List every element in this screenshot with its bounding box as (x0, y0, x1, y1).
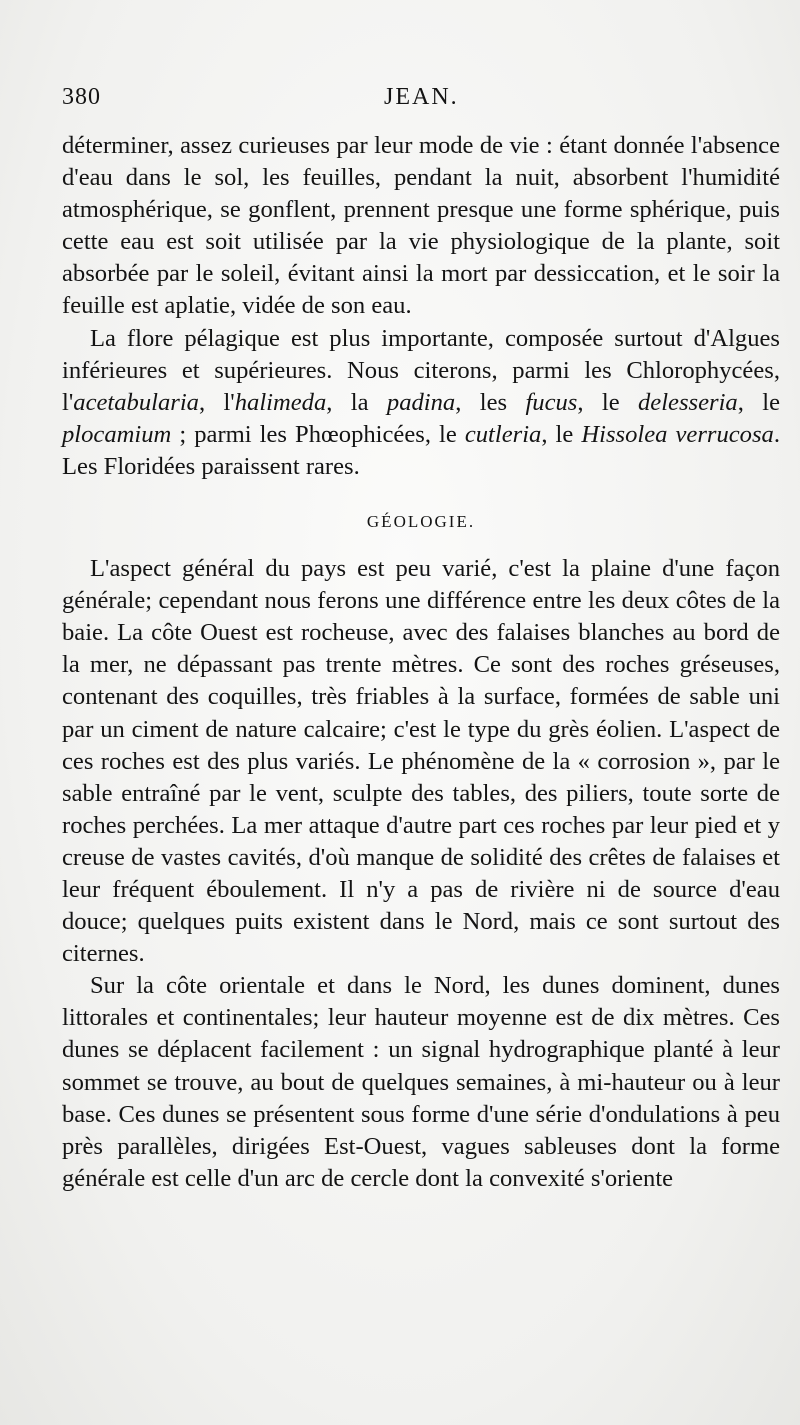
paragraph-geology-west-coast: L'aspect général du pays est peu varié, c'est la plaine d'une façon générale; cependant nous ferons une différence entre les deux côtes de la baie. La côte Ouest est rocheuse, avec des falaises blanches au bord de la mer, ne dépassant pas trente mètres. Ce sont des roches gréseuses, contenant des coquilles, très friables à la surface, formées de sable uni par un ciment de nature calcaire; c'est le type du grès éolien. L'aspect de ces roches est des plus variés. Le phénomène de la « corrosion », par le sable entraîné par le vent, sculpte des tables, des piliers, toute sorte de roches perchées. La mer attaque d'autre part ces roches par leur pied et y creuse de vastes cavités, d'où manque de solidité des crêtes de falaises et leur fréquent éboulement. Il n'y a pas de rivière ni de source d'eau douce; quelques puits existent dans le Nord, mais ce sont surtout des citernes. (62, 555, 780, 968)
text-run: , le (541, 420, 582, 448)
species-name: Hissolea verrucosa (581, 420, 774, 448)
paragraph-pelagic-flora (62, 323, 780, 483)
species-name: cutleria (464, 420, 542, 448)
page-number: 380 (62, 84, 101, 110)
text-run: , la (326, 388, 387, 416)
text-run: . Les Floridées paraissent rares. (62, 420, 781, 480)
text-run: ; parmi les Phœophicées, le (171, 420, 465, 448)
section-heading: GÉOLOGIE. (366, 512, 476, 532)
text-run: La flore pélagique est plus importante, composée surtout d'Algues inférieures et supérieures. Nous citerons, parmi les Chlorophycées, l' (62, 324, 780, 416)
text-run: , le (737, 388, 780, 416)
species-name: halimeda (234, 388, 327, 416)
paragraph-plant-physiology: déterminer, assez curieuses par leur mode de vie : étant donnée l'absence d'eau dans le sol, les feuilles, pendant la nuit, absorbent l'humidité atmosphérique, se gonflent, prennent presque une forme sphérique, puis cette eau est soit utilisée par la vie physiologique de la plante, soit absorbée par le soleil, évitant ainsi la mort par dessiccation, et le soir la feuille est aplatie, vidée de son eau. (62, 132, 780, 320)
text-run: , l' (198, 388, 235, 416)
species-name: plocamium (62, 420, 172, 448)
paragraph-dunes: Sur la côte orientale et dans le Nord, les dunes dominent, dunes littorales et continentales; leur hauteur moyenne est de dix mètres. Ces dunes se déplacent facilement : un signal hydrographique planté à leur sommet se trouve, au bout de quelques semaines, à mi-hauteur ou à leur base. Ces dunes se présentent sous forme d'une série d'ondulations à peu près parallèles, dirigées Est-Ouest, vagues sableuses dont la forme générale est celle d'un arc de cercle dont la convexité s'oriente (62, 972, 780, 1192)
species-name: padina (386, 388, 456, 416)
species-name: fucus (525, 388, 578, 416)
species-name: delesseria (638, 388, 738, 416)
running-head (62, 84, 762, 118)
species-name: acetabularia (73, 388, 199, 416)
text-run: , les (455, 388, 526, 416)
running-title: JEAN. (384, 84, 459, 110)
text-block (62, 130, 780, 1195)
text-run: , le (577, 388, 638, 416)
